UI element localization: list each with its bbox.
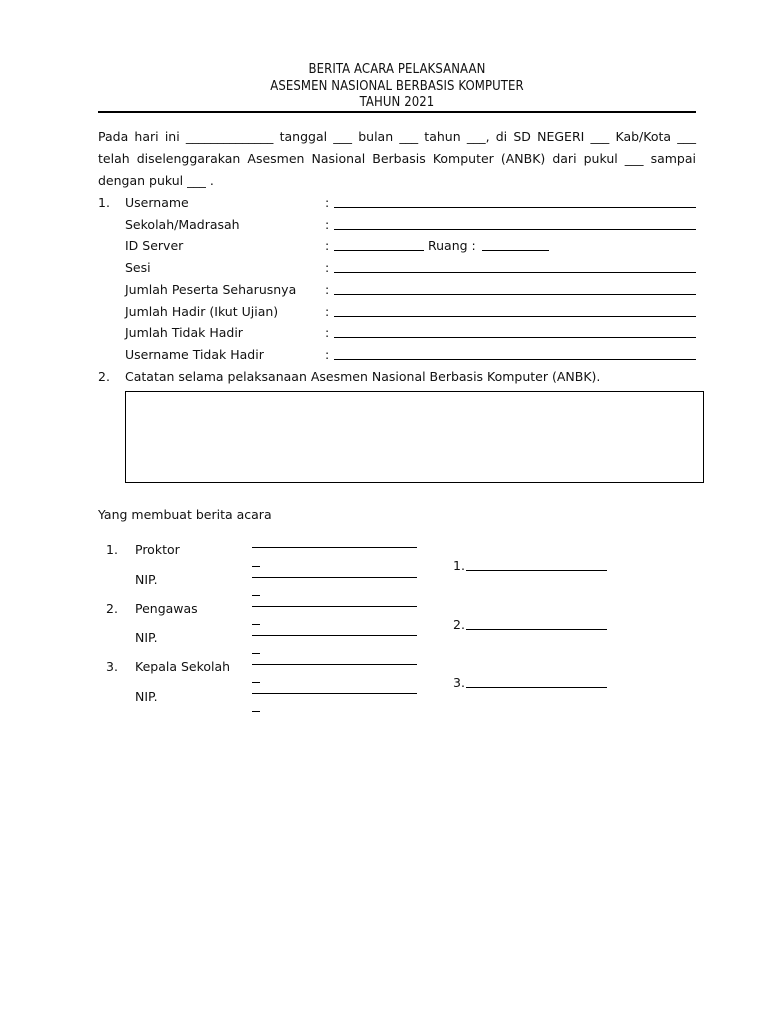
signer-3-number: 3. <box>106 659 118 674</box>
field-line-jumlah-hadir[interactable] <box>334 316 696 317</box>
signer-2-number: 2. <box>106 601 118 616</box>
intro-line-1: Pada hari ini ______________ tanggal ___ bulan ___ tahun ___, di SD NEGERI ___ Kab/Kota ___ <box>98 129 696 144</box>
field-label-jumlah-peserta: Jumlah Peserta Seharusnya <box>125 282 297 297</box>
field-colon: : <box>325 260 330 275</box>
field-colon: : <box>325 238 330 253</box>
signature-2-line[interactable] <box>466 629 607 630</box>
section-1-number: 1. <box>98 195 110 210</box>
field-colon: : <box>325 282 330 297</box>
field-line-ruang[interactable] <box>482 250 549 251</box>
field-line-jumlah-tidak-hadir[interactable] <box>334 337 696 338</box>
field-label-username: Username <box>125 195 189 210</box>
signer-1-nip-label: NIP. <box>135 572 158 587</box>
signer-3-nip-label: NIP. <box>135 689 158 704</box>
signer-1-role: Proktor <box>135 542 180 557</box>
section-2-number: 2. <box>98 369 110 384</box>
dash-mark <box>252 711 260 712</box>
field-colon: : <box>325 347 330 362</box>
field-line-username[interactable] <box>334 207 696 208</box>
field-colon: : <box>325 304 330 319</box>
signer-2-nip-label: NIP. <box>135 630 158 645</box>
dash-mark <box>252 653 260 654</box>
signer-2-name-line[interactable] <box>252 606 417 607</box>
field-line-id-server[interactable] <box>334 250 424 251</box>
field-colon: : <box>325 325 330 340</box>
signer-1-name-line[interactable] <box>252 547 417 548</box>
field-label-username-tidak-hadir: Username Tidak Hadir <box>125 347 264 362</box>
section-2-text: Catatan selama pelaksanaan Asesmen Nasional Berbasis Komputer (ANBK). <box>125 369 601 384</box>
title-line-3: TAHUN 2021 <box>359 95 435 110</box>
intro-line-2: telah diselenggarakan Asesmen Nasional Berbasis Komputer (ANBK) dari pukul ___ sampai <box>98 151 696 166</box>
field-label-jumlah-tidak-hadir: Jumlah Tidak Hadir <box>125 325 243 340</box>
signer-1-number: 1. <box>106 542 118 557</box>
signer-2-role: Pengawas <box>135 601 198 616</box>
signers-heading: Yang membuat berita acara <box>98 507 272 522</box>
field-colon: : <box>325 217 330 232</box>
field-line-sesi[interactable] <box>334 272 696 273</box>
header-divider <box>98 111 696 113</box>
signer-3-role: Kepala Sekolah <box>135 659 231 674</box>
field-line-username-tidak-hadir[interactable] <box>334 359 696 360</box>
dash-mark <box>252 682 260 683</box>
notes-box[interactable] <box>125 391 704 483</box>
signer-3-name-line[interactable] <box>252 664 417 665</box>
dash-mark <box>252 595 260 596</box>
dash-mark <box>252 566 260 567</box>
title-line-2: ASESMEN NASIONAL BERBASIS KOMPUTER <box>270 79 524 94</box>
field-label-id-server: ID Server <box>125 238 184 253</box>
signature-3-number: 3. <box>453 675 465 690</box>
signature-3-line[interactable] <box>466 687 607 688</box>
signer-1-nip-line[interactable] <box>252 577 417 578</box>
field-label-sekolah: Sekolah/Madrasah <box>125 217 240 232</box>
field-line-sekolah[interactable] <box>334 229 696 230</box>
signature-1-line[interactable] <box>466 570 607 571</box>
field-line-jumlah-peserta[interactable] <box>334 294 696 295</box>
field-label-ruang: Ruang : <box>428 238 476 253</box>
dash-mark <box>252 624 260 625</box>
field-label-jumlah-hadir: Jumlah Hadir (Ikut Ujian) <box>125 304 279 319</box>
title-line-1: BERITA ACARA PELAKSANAAN <box>308 62 486 77</box>
field-label-sesi: Sesi <box>125 260 151 275</box>
field-colon: : <box>325 195 330 210</box>
signature-2-number: 2. <box>453 617 465 632</box>
signature-1-number: 1. <box>453 558 465 573</box>
intro-paragraph <box>98 126 696 192</box>
intro-line-3: dengan pukul ___ . <box>98 173 214 188</box>
signer-2-nip-line[interactable] <box>252 635 417 636</box>
signer-3-nip-line[interactable] <box>252 693 417 694</box>
